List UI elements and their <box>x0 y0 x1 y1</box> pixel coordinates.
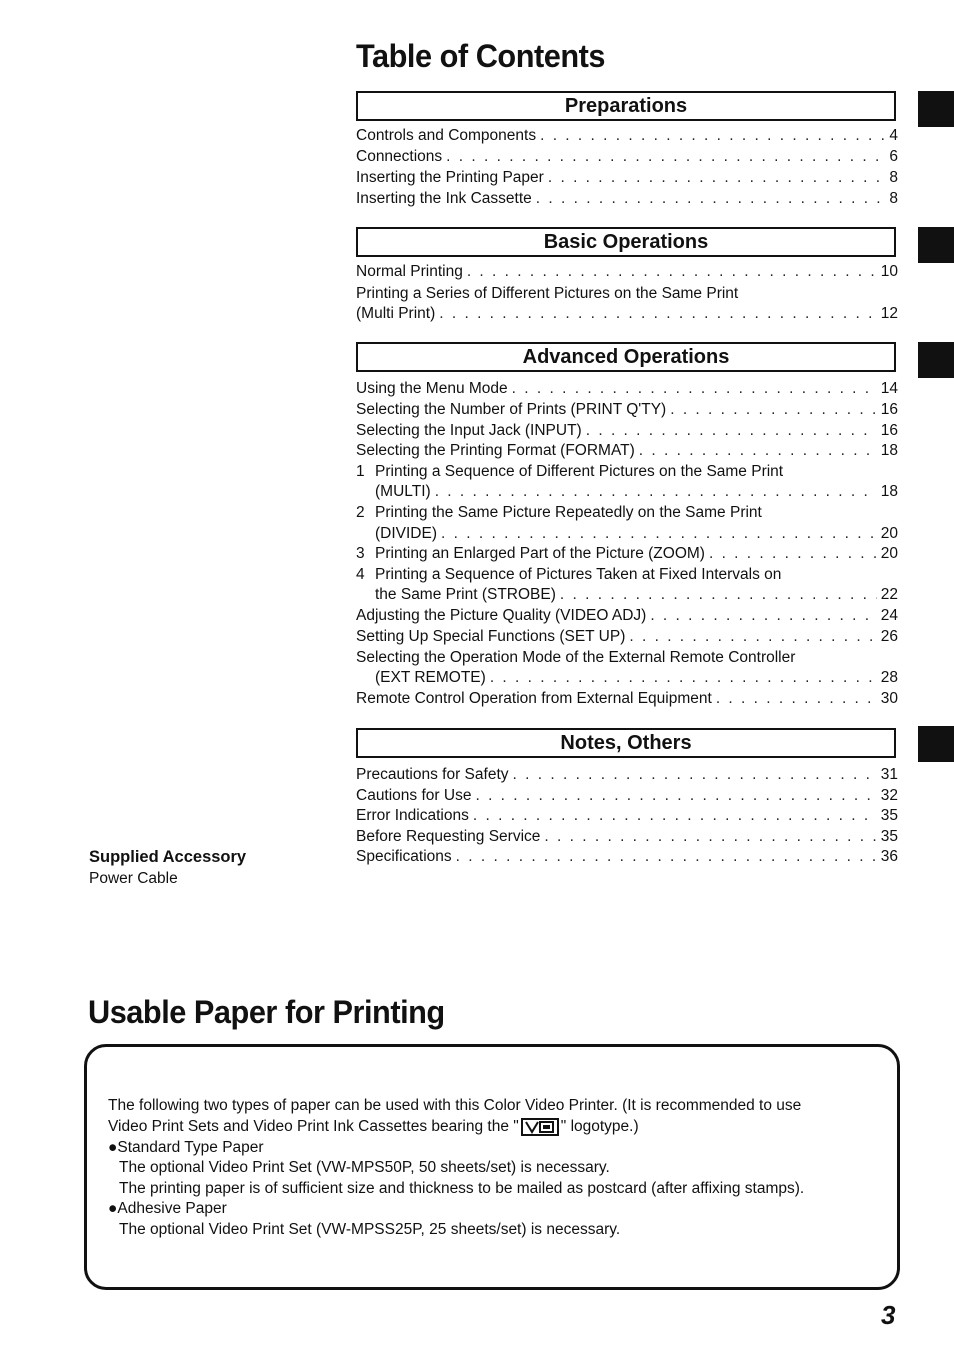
toc-entry[interactable]: Connections . . . 6 <box>356 147 898 167</box>
toc-entry-text[interactable]: 1 Printing a Sequence of Different Pictures on the Same Print <box>356 463 784 480</box>
toc-entry[interactable]: (Multi Print) . . . 12 <box>356 304 898 324</box>
toc-entry-number: 1 <box>356 463 365 480</box>
section-title: Preparations <box>564 94 688 117</box>
toc-entry[interactable]: Cautions for Use . . . 32 <box>356 786 898 806</box>
toc-entry[interactable]: Before Requesting Service . . . 35 <box>356 827 898 847</box>
video-print-logo-icon <box>521 1118 559 1136</box>
section-header-basic-operations <box>356 227 896 257</box>
page-number: 3 <box>881 1300 896 1330</box>
toc-entry[interactable]: 3 Printing an Enlarged Part of the Picture (ZOOM) . . . 20 <box>356 544 898 564</box>
toc-entry[interactable]: Specifications . . . 36 <box>356 847 898 867</box>
accessory-heading: Supplied Accessory <box>89 848 247 866</box>
toc-entry-number: 4 <box>356 566 365 583</box>
toc-entry-number: 2 <box>356 504 365 521</box>
section-header-notes-others <box>356 728 896 758</box>
toc-entry[interactable]: Remote Control Operation from External Equipment . . . 30 <box>356 689 898 709</box>
bullet-standard-paper: ●Standard Type Paper <box>108 1139 264 1156</box>
section-tab-marker <box>918 91 954 127</box>
toc-entry[interactable]: (DIVIDE) . . . 20 <box>356 524 898 544</box>
page-title: Table of Contents <box>356 38 605 74</box>
section-title: Notes, Others <box>560 731 692 754</box>
standard-paper-line2: The printing paper is of sufficient size and thickness to be mailed as postcard (after affixing stamps). <box>119 1180 805 1197</box>
paper-intro-line2: Video Print Sets and Video Print Ink Cassettes bearing the " " logotype.) <box>108 1118 639 1135</box>
toc-entry[interactable]: Inserting the Printing Paper . . . 8 <box>356 168 898 188</box>
toc-entry-text[interactable]: 4 Printing a Sequence of Pictures Taken at Fixed Intervals on <box>356 566 782 583</box>
section-title: Advanced Operations <box>522 345 730 368</box>
toc-entry[interactable]: Setting Up Special Functions (SET UP) . . . 26 <box>356 627 898 647</box>
toc-entry-text[interactable]: 2 Printing the Same Picture Repeatedly on the Same Print <box>356 504 762 521</box>
toc-entry-text[interactable]: Printing a Series of Different Pictures on the Same Print <box>356 285 739 302</box>
adhesive-paper-line1: The optional Video Print Set (VW-MPSS25P, 25 sheets/set) is necessary. <box>119 1221 621 1238</box>
section-title: Basic Operations <box>543 230 709 253</box>
toc-entry[interactable]: Inserting the Ink Cassette . . . 8 <box>356 189 898 209</box>
paper-intro-line1: The following two types of paper can be used with this Color Video Printer. (It is recommended to use <box>108 1097 802 1114</box>
paper-section-title: Usable Paper for Printing <box>88 994 445 1030</box>
section-header-advanced-operations <box>356 342 896 372</box>
toc-entry[interactable]: Precautions for Safety . . . 31 <box>356 765 898 785</box>
toc-entry[interactable]: Selecting the Printing Format (FORMAT) . . . 18 <box>356 441 898 461</box>
toc-entry-text[interactable]: Selecting the Operation Mode of the External Remote Controller <box>356 649 796 666</box>
toc-entry[interactable]: Error Indications . . . 35 <box>356 806 898 826</box>
standard-paper-line1: The optional Video Print Set (VW-MPS50P, 50 sheets/set) is necessary. <box>119 1159 610 1176</box>
toc-entry[interactable]: (EXT REMOTE) . . . 28 <box>356 668 898 688</box>
bullet-adhesive-paper: ●Adhesive Paper <box>108 1200 227 1217</box>
section-tab-marker <box>918 342 954 378</box>
toc-entry-number: 3 <box>356 545 365 562</box>
section-tab-marker <box>918 227 954 263</box>
toc-entry[interactable]: Normal Printing . . . 10 <box>356 262 898 282</box>
toc-entry[interactable]: Using the Menu Mode . . . 14 <box>356 379 898 399</box>
toc-entry[interactable]: (MULTI) . . . 18 <box>356 482 898 502</box>
accessory-item: Power Cable <box>89 870 178 887</box>
toc-entry[interactable]: Adjusting the Picture Quality (VIDEO ADJ) . . . 24 <box>356 606 898 626</box>
toc-entry[interactable]: the Same Print (STROBE) . . . 22 <box>356 585 898 605</box>
toc-entry[interactable]: Selecting the Number of Prints (PRINT Q'TY) . . . 16 <box>356 400 898 420</box>
toc-entry[interactable]: Controls and Components . . . 4 <box>356 126 898 146</box>
section-tab-marker <box>918 726 954 762</box>
section-header-preparations <box>356 91 896 121</box>
toc-entry[interactable]: Selecting the Input Jack (INPUT) . . . 16 <box>356 421 898 441</box>
